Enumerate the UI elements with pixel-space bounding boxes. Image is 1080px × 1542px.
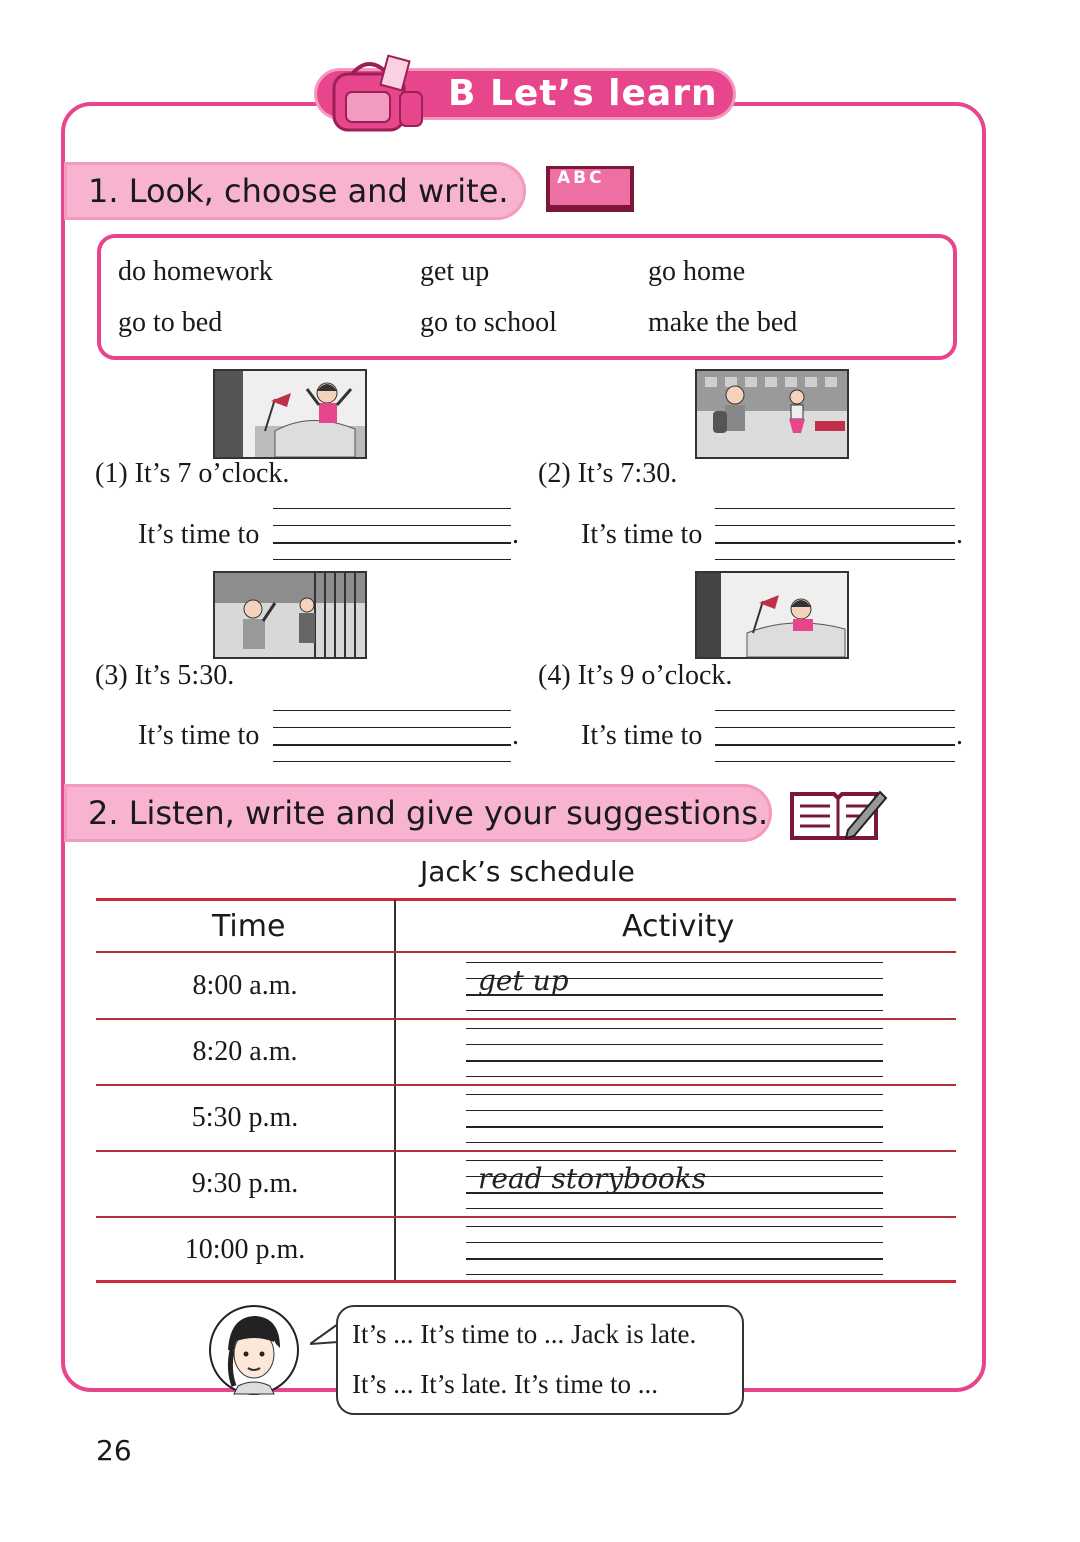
answer-stem: It’s time to <box>138 720 260 751</box>
picture-going-to-bed <box>695 571 849 659</box>
word-option: go to school <box>420 307 557 338</box>
answer-stem: It’s time to <box>581 720 703 751</box>
abc-badge <box>545 165 635 213</box>
page-title: B Let’s learn <box>448 73 718 114</box>
picture-boy-waking <box>213 369 367 459</box>
word-option: go to bed <box>118 307 223 338</box>
schoolbag-icon <box>322 52 432 136</box>
girl-avatar <box>208 1304 300 1396</box>
handwritten-answer: read storybooks <box>478 1162 707 1195</box>
question-prompt: (4) It’s 9 o’clock. <box>538 660 733 691</box>
section2-title: 2. Listen, write and give your suggestions. <box>88 794 769 832</box>
handwritten-answer: get up <box>478 964 569 997</box>
answer-stem: It’s time to <box>138 519 260 550</box>
answer-writing-lines-3[interactable] <box>273 708 511 764</box>
table-row-time: 8:20 a.m. <box>192 1036 298 1067</box>
period: . <box>512 519 519 550</box>
table-row-time: 5:30 p.m. <box>191 1102 299 1133</box>
picture-going-home <box>213 571 367 659</box>
period: . <box>956 720 963 751</box>
bubble-line-1: It’s ... It’s time to ... Jack is late. <box>352 1319 697 1349</box>
column-header-time: Time <box>212 909 286 944</box>
table-row-time: 8:00 a.m. <box>192 970 298 1001</box>
picture-going-to-school <box>695 369 849 459</box>
word-option: go home <box>648 256 746 287</box>
answer-writing-lines-2[interactable] <box>715 506 955 562</box>
table-row-time: 9:30 p.m. <box>191 1168 299 1199</box>
table-row-time: 10:00 p.m. <box>184 1234 306 1265</box>
answer-stem: It’s time to <box>581 519 703 550</box>
book-pencil-icon <box>788 786 888 842</box>
page-number: 26 <box>96 1434 132 1467</box>
question-prompt: (1) It’s 7 o’clock. <box>95 458 290 489</box>
activity-writing-lines-3[interactable] <box>466 1092 883 1146</box>
bubble-line-2: It’s ... It’s late. It’s time to ... <box>352 1369 658 1399</box>
word-bank <box>97 234 957 360</box>
word-option: make the bed <box>648 307 798 338</box>
question-prompt: (2) It’s 7:30. <box>538 458 678 489</box>
activity-writing-lines-2[interactable] <box>466 1026 883 1080</box>
period: . <box>956 519 963 550</box>
section1-title: 1. Look, choose and write. <box>88 172 509 210</box>
answer-writing-lines-1[interactable] <box>273 506 511 562</box>
period: . <box>512 720 519 751</box>
answer-writing-lines-4[interactable] <box>715 708 955 764</box>
abc-badge-label: ABC <box>557 168 605 188</box>
question-prompt: (3) It’s 5:30. <box>95 660 235 691</box>
word-option: get up <box>420 256 490 287</box>
word-option: do homework <box>118 256 273 287</box>
column-header-activity: Activity <box>622 909 735 944</box>
table-title: Jack’s schedule <box>420 855 635 888</box>
activity-writing-lines-5[interactable] <box>466 1224 883 1278</box>
